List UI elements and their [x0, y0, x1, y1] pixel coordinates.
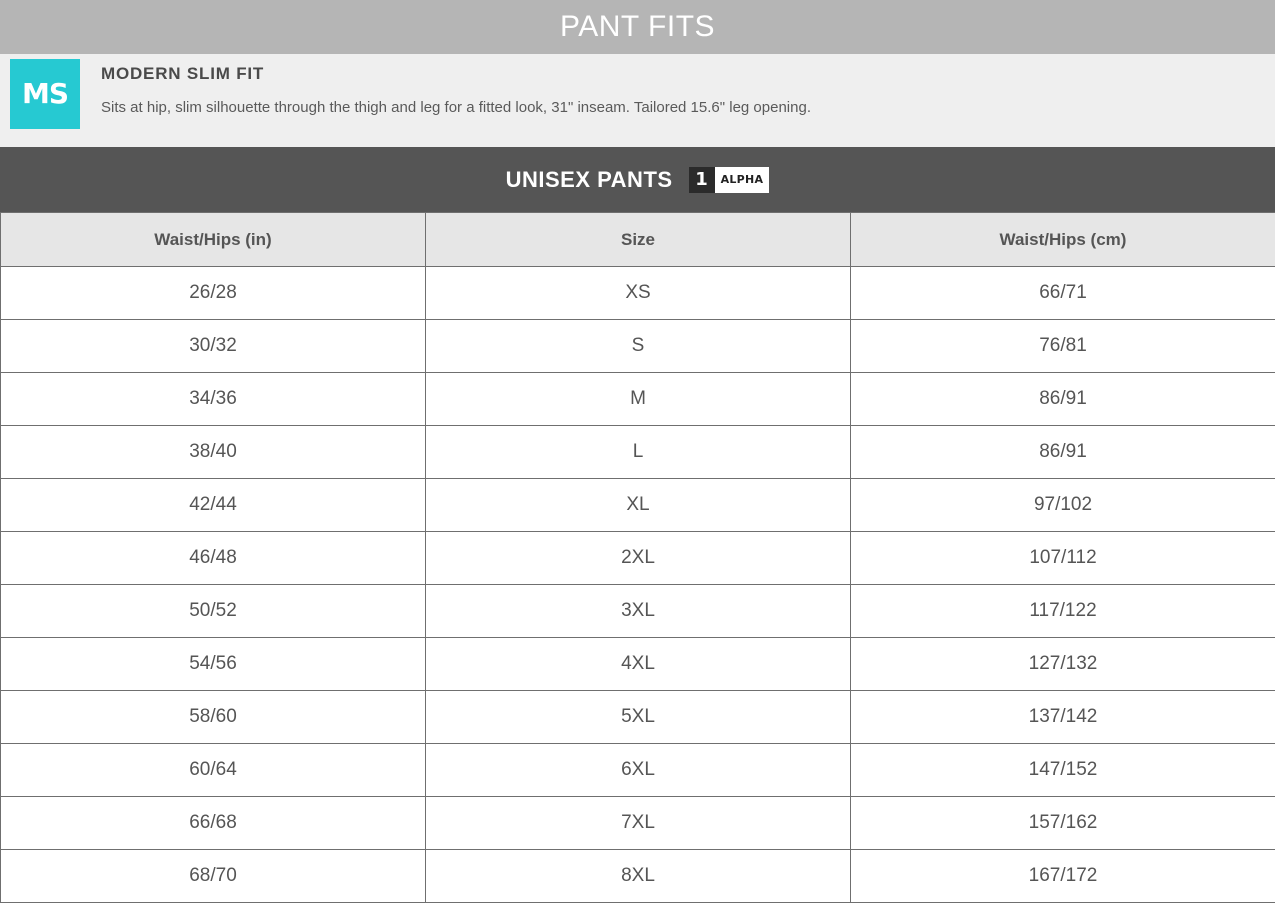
fit-description-row — [0, 54, 1275, 147]
cell-size: M — [426, 373, 851, 426]
section-header-bar — [0, 147, 1275, 212]
cell-waist-in: 54/56 — [1, 638, 426, 691]
page-title-bar — [0, 0, 1275, 54]
fit-badge-label: MS — [21, 77, 69, 110]
table-row — [1, 744, 1275, 797]
table-row — [1, 797, 1275, 850]
fit-description: Sits at hip, slim silhouette through the thigh and leg for a fitted look, 31" inseam. Tailored 15.6" leg opening. — [101, 99, 811, 116]
cell-waist-cm: 107/112 — [851, 532, 1275, 585]
cell-size: 8XL — [426, 850, 851, 903]
cell-size: 7XL — [426, 797, 851, 850]
cell-size: 5XL — [426, 691, 851, 744]
cell-waist-in: 30/32 — [1, 320, 426, 373]
cell-waist-in: 26/28 — [1, 267, 426, 320]
cell-waist-cm: 137/142 — [851, 691, 1275, 744]
table-row — [1, 267, 1275, 320]
cell-waist-cm: 86/91 — [851, 426, 1275, 479]
table-row — [1, 691, 1275, 744]
table-row — [1, 320, 1275, 373]
cell-waist-in: 34/36 — [1, 373, 426, 426]
tag-label: ALPHA — [715, 167, 770, 193]
cell-waist-in: 38/40 — [1, 426, 426, 479]
cell-waist-cm: 157/162 — [851, 797, 1275, 850]
table-row — [1, 479, 1275, 532]
cell-size: L — [426, 426, 851, 479]
cell-waist-cm: 127/132 — [851, 638, 1275, 691]
column-header-waist-cm: Waist/Hips (cm) — [851, 213, 1275, 267]
table-row — [1, 638, 1275, 691]
table-row — [1, 373, 1275, 426]
cell-waist-in: 60/64 — [1, 744, 426, 797]
table-row — [1, 532, 1275, 585]
cell-waist-in: 58/60 — [1, 691, 426, 744]
table-header-row — [1, 213, 1275, 267]
cell-waist-in: 68/70 — [1, 850, 426, 903]
cell-size: XS — [426, 267, 851, 320]
cell-waist-cm: 97/102 — [851, 479, 1275, 532]
cell-size: XL — [426, 479, 851, 532]
cell-size: 6XL — [426, 744, 851, 797]
column-header-size: Size — [426, 213, 851, 267]
cell-waist-cm: 167/172 — [851, 850, 1275, 903]
cell-size: S — [426, 320, 851, 373]
alpha-size-tag — [689, 167, 770, 193]
cell-waist-in: 50/52 — [1, 585, 426, 638]
cell-waist-cm: 86/91 — [851, 373, 1275, 426]
cell-size: 2XL — [426, 532, 851, 585]
cell-waist-cm: 147/152 — [851, 744, 1275, 797]
table-row — [1, 426, 1275, 479]
page-title: PANT FITS — [559, 10, 716, 43]
cell-waist-in: 66/68 — [1, 797, 426, 850]
cell-waist-cm: 66/71 — [851, 267, 1275, 320]
cell-size: 3XL — [426, 585, 851, 638]
tag-number: 1 — [689, 167, 715, 193]
table-row — [1, 850, 1275, 903]
size-table — [0, 212, 1275, 903]
section-title: UNISEX PANTS — [505, 166, 673, 192]
fit-name: MODERN SLIM FIT — [101, 64, 265, 83]
column-header-waist-in: Waist/Hips (in) — [1, 213, 426, 267]
cell-waist-cm: 117/122 — [851, 585, 1275, 638]
cell-waist-cm: 76/81 — [851, 320, 1275, 373]
cell-waist-in: 46/48 — [1, 532, 426, 585]
table-row — [1, 585, 1275, 638]
cell-waist-in: 42/44 — [1, 479, 426, 532]
cell-size: 4XL — [426, 638, 851, 691]
fit-badge — [10, 59, 80, 129]
